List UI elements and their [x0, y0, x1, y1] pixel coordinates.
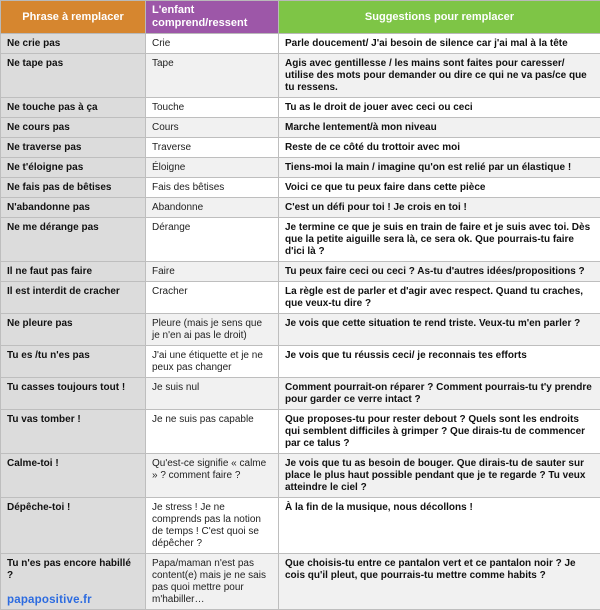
phrase-cell-text: Il est interdit de cracher	[7, 286, 120, 297]
table-row	[1, 346, 600, 378]
suggestion-cell	[279, 218, 600, 262]
feeling-cell	[146, 454, 279, 498]
feeling-cell-text: Abandonne	[152, 202, 203, 213]
table-row	[1, 554, 600, 610]
feeling-cell-text: Tape	[152, 58, 174, 69]
suggestion-cell-text: Je vois que tu réussis ceci/ je reconnais tes efforts	[285, 350, 527, 361]
header-row	[1, 1, 600, 34]
phrase-cell	[1, 346, 146, 378]
table-row	[1, 54, 600, 98]
suggestion-cell-text: Tiens-moi la main / imagine qu'on est relié par un élastique !	[285, 162, 571, 173]
phrase-cell	[1, 158, 146, 178]
phrase-cell	[1, 378, 146, 410]
suggestion-cell	[279, 118, 600, 138]
feeling-cell-text: Je stress ! Je ne comprends pas la notion de temps ! C'est quoi se dépêcher ?	[152, 502, 261, 549]
header-suggestion-column: Suggestions pour remplacer	[279, 1, 600, 34]
feeling-cell-text: Cracher	[152, 286, 188, 297]
feeling-cell	[146, 346, 279, 378]
phrase-cell	[1, 314, 146, 346]
table-row	[1, 138, 600, 158]
suggestion-cell-text: Tu peux faire ceci ou ceci ? As-tu d'autres idées/propositions ?	[285, 266, 585, 277]
feeling-cell	[146, 262, 279, 282]
table-row	[1, 218, 600, 262]
feeling-cell	[146, 98, 279, 118]
suggestion-cell-text: Voici ce que tu peux faire dans cette pièce	[285, 182, 485, 193]
table-row	[1, 498, 600, 554]
phrase-cell-text: Tu casses toujours tout !	[7, 382, 125, 393]
table-row	[1, 158, 600, 178]
phrase-cell	[1, 118, 146, 138]
suggestion-cell	[279, 262, 600, 282]
feeling-cell	[146, 554, 279, 610]
suggestion-cell	[279, 54, 600, 98]
feeling-cell-text: Éloigne	[152, 162, 185, 173]
table-row	[1, 198, 600, 218]
site-watermark-link[interactable]: papapositive.fr	[7, 594, 139, 606]
table-row	[1, 118, 600, 138]
feeling-cell-text: Fais des bêtises	[152, 182, 224, 193]
suggestion-cell-text: À la fin de la musique, nous décollons !	[285, 502, 473, 513]
phrase-cell	[1, 282, 146, 314]
phrase-cell-text: Ne fais pas de bêtises	[7, 182, 112, 193]
feeling-cell	[146, 378, 279, 410]
phrase-cell-text: Ne t'éloigne pas	[7, 162, 83, 173]
suggestion-cell-text: Que choisis-tu entre ce pantalon vert et ce pantalon noir ? Je cois qu'il pleut, que pourrais-tu mettre comme habits ?	[285, 558, 576, 581]
header-feeling-column: L'enfant comprend/ressent	[146, 1, 279, 34]
table-row	[1, 314, 600, 346]
table-row	[1, 410, 600, 454]
suggestion-cell	[279, 314, 600, 346]
suggestion-cell	[279, 282, 600, 314]
feeling-cell	[146, 410, 279, 454]
feeling-cell	[146, 498, 279, 554]
suggestion-cell-text: Tu as le droit de jouer avec ceci ou ceci	[285, 102, 473, 113]
feeling-cell-text: Cours	[152, 122, 179, 133]
suggestion-cell	[279, 198, 600, 218]
suggestion-cell	[279, 346, 600, 378]
suggestion-cell-text: Que proposes-tu pour rester debout ? Quels sont les endroits qui semblent difficiles à grimper ? Que dirais-tu de commencer par ce talus ?	[285, 414, 585, 449]
suggestion-cell-text: Reste de ce côté du trottoir avec moi	[285, 142, 460, 153]
suggestion-cell	[279, 98, 600, 118]
table-row	[1, 34, 600, 54]
phrase-cell	[1, 98, 146, 118]
feeling-cell	[146, 218, 279, 262]
feeling-cell-text: Crie	[152, 38, 170, 49]
phrase-cell	[1, 498, 146, 554]
header-phrase-column: Phrase à remplacer	[1, 1, 146, 34]
suggestion-cell-text: C'est un défi pour toi ! Je crois en toi !	[285, 202, 467, 213]
phrase-cell-text: Ne crie pas	[7, 38, 60, 49]
suggestion-cell-text: Parle doucement/ J'ai besoin de silence car j'ai mal à la tête	[285, 38, 568, 49]
suggestion-cell-text: Agis avec gentillesse / les mains sont faites pour caresser/ utilise des mots pour demander ou dire ce qui ne va pas/ce que tu ressens.	[285, 58, 587, 93]
suggestion-cell	[279, 34, 600, 54]
phrase-cell	[1, 54, 146, 98]
phrase-cell	[1, 218, 146, 262]
suggestion-cell	[279, 554, 600, 610]
phrase-cell-text: Ne traverse pas	[7, 142, 82, 153]
feeling-cell-text: Dérange	[152, 222, 190, 233]
phrase-cell-text: Tu es /tu n'es pas	[7, 350, 90, 361]
feeling-cell	[146, 314, 279, 346]
suggestion-cell	[279, 498, 600, 554]
suggestion-cell-text: Je vois que cette situation te rend triste. Veux-tu m'en parler ?	[285, 318, 580, 329]
feeling-cell-text: Qu'est-ce signifie « calme » ? comment faire ?	[152, 458, 266, 481]
phrase-cell-text: Tu vas tomber !	[7, 414, 81, 425]
phrase-cell-text: Ne pleure pas	[7, 318, 73, 329]
suggestion-cell	[279, 178, 600, 198]
feeling-cell-text: Pleure (mais je sens que je n'en ai pas le droit)	[152, 318, 262, 341]
feeling-cell	[146, 158, 279, 178]
suggestion-cell-text: La règle est de parler et d'agir avec respect. Quand tu craches, que veux-tu dire ?	[285, 286, 583, 309]
feeling-cell	[146, 118, 279, 138]
phrase-cell	[1, 410, 146, 454]
phrase-cell	[1, 454, 146, 498]
phrase-cell	[1, 178, 146, 198]
phrase-cell-text: Tu n'es pas encore habillé ?	[7, 558, 131, 581]
phrase-cell-text: Ne touche pas à ça	[7, 102, 98, 113]
phrase-cell-text: N'abandonne pas	[7, 202, 90, 213]
feeling-cell	[146, 198, 279, 218]
table-row	[1, 378, 600, 410]
phrase-cell-text: Calme-toi !	[7, 458, 59, 469]
feeling-cell-text: Traverse	[152, 142, 191, 153]
suggestion-cell-text: Marche lentement/à mon niveau	[285, 122, 437, 133]
suggestion-cell-text: Comment pourrait-on réparer ? Comment pourrais-tu t'y prendre pour garder ce verre intact ?	[285, 382, 592, 405]
phrase-cell	[1, 198, 146, 218]
feeling-cell-text: Touche	[152, 102, 184, 113]
phrase-cell-text: Dépêche-toi !	[7, 502, 70, 513]
suggestion-cell-text: Je vois que tu as besoin de bouger. Que dirais-tu de sauter sur place le plus haut possible pendant que je te regarde ? Tu veux atteindre le ciel ?	[285, 458, 585, 493]
phrase-cell-text: Ne cours pas	[7, 122, 70, 133]
phrase-cell-text: Ne tape pas	[7, 58, 63, 69]
phrase-cell-text: Ne me dérange pas	[7, 222, 99, 233]
feeling-cell-text: Papa/maman n'est pas content(e) mais je ne sais pas quoi mettre pour m'habiller…	[152, 558, 266, 605]
feeling-cell	[146, 178, 279, 198]
table-row	[1, 262, 600, 282]
phrase-cell-text: Il ne faut pas faire	[7, 266, 92, 277]
feeling-cell-text: Je ne suis pas capable	[152, 414, 254, 425]
feeling-cell	[146, 138, 279, 158]
table-header	[1, 1, 600, 34]
feeling-cell	[146, 54, 279, 98]
suggestion-cell	[279, 378, 600, 410]
table-row	[1, 282, 600, 314]
feeling-cell-text: J'ai une étiquette et je ne peux pas changer	[152, 350, 263, 373]
suggestion-cell	[279, 158, 600, 178]
table-row	[1, 454, 600, 498]
suggestion-cell	[279, 454, 600, 498]
feeling-cell-text: Faire	[152, 266, 175, 277]
suggestion-cell	[279, 410, 600, 454]
feeling-cell-text: Je suis nul	[152, 382, 199, 393]
feeling-cell	[146, 34, 279, 54]
phrase-cell	[1, 34, 146, 54]
suggestion-cell	[279, 138, 600, 158]
table-row	[1, 98, 600, 118]
phrase-cell	[1, 138, 146, 158]
feeling-cell	[146, 282, 279, 314]
table-body	[1, 34, 600, 610]
suggestion-cell-text: Je termine ce que je suis en train de faire et je suis avec toi. Dès que la petite aiguille sera là, ce sera ok. Que pourrais-tu faire d'ici là ?	[285, 222, 590, 257]
phrase-cell	[1, 554, 146, 610]
table-row	[1, 178, 600, 198]
phrase-cell	[1, 262, 146, 282]
